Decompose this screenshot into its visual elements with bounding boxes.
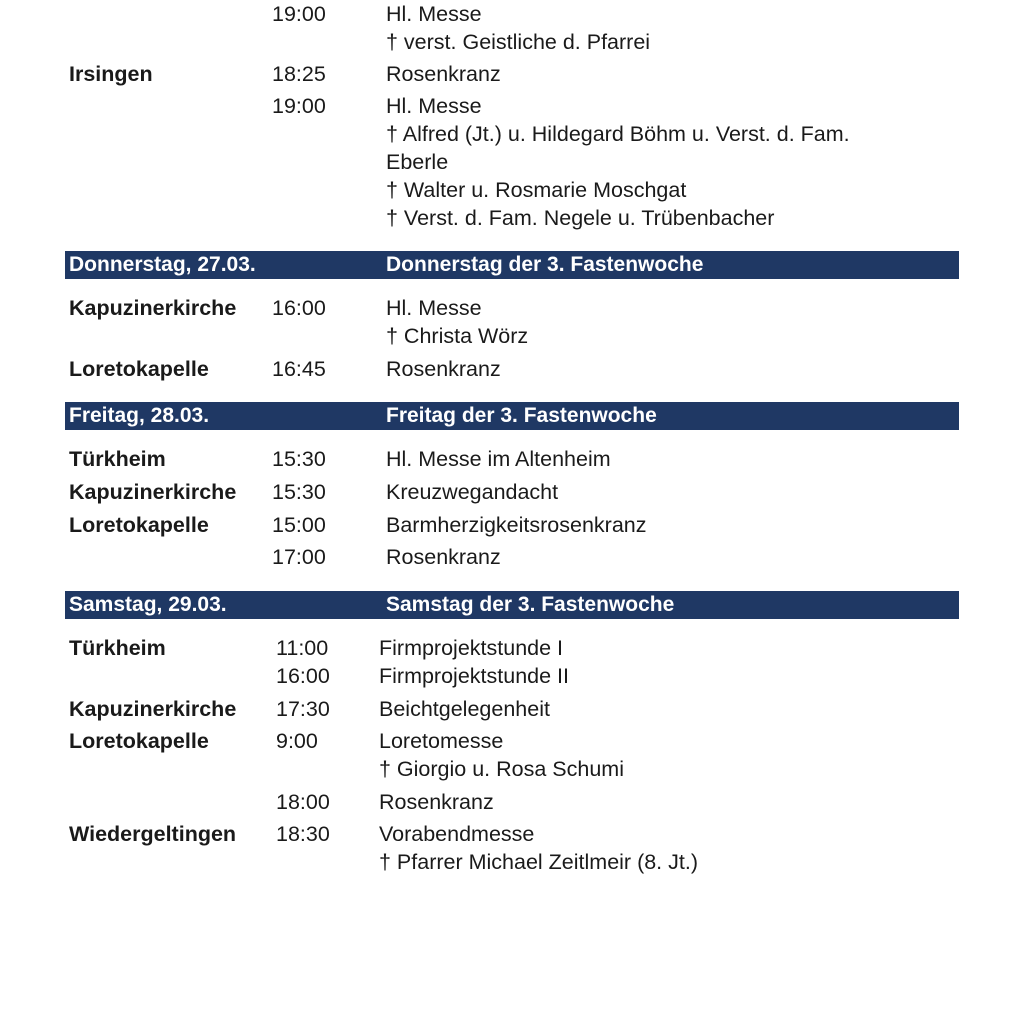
service: Hl. Messe [386,2,482,26]
time: 17:00 [272,545,326,569]
intention: † Pfarrer Michael Zeitlmeir (8. Jt.) [379,850,698,874]
time: 18:00 [276,790,330,814]
time: 16:00 [272,296,326,320]
day-header [65,402,959,430]
place: Türkheim [69,447,166,471]
service: Firmprojektstunde I [379,636,564,660]
intention: Eberle [386,150,449,174]
service: Barmherzigkeitsrosenkranz [386,513,647,537]
service: Kreuzwegandacht [386,480,559,504]
place: Kapuzinerkirche [69,296,237,320]
time: 18:30 [276,822,330,846]
place: Irsingen [69,62,153,86]
day-name: Donnerstag der 3. Fastenwoche [386,253,704,276]
intention: † Verst. d. Fam. Negele u. Trübenbacher [386,206,775,230]
service: Rosenkranz [386,545,501,569]
time: 15:00 [272,513,326,537]
service: Firmprojektstunde II [379,664,569,688]
day-name: Freitag der 3. Fastenwoche [386,404,657,427]
service: Rosenkranz [386,357,501,381]
intention: † Alfred (Jt.) u. Hildegard Böhm u. Verst. d. Fam. [386,122,850,146]
service: Rosenkranz [386,62,501,86]
service: Hl. Messe [386,296,482,320]
time: 16:45 [272,357,326,381]
place: Loretokapelle [69,513,209,537]
day-header [65,591,959,619]
service: Vorabendmesse [379,822,535,846]
day-date: Donnerstag, 27.03. [69,253,256,276]
day-header [65,251,959,279]
service: Hl. Messe [386,94,482,118]
day-date: Freitag, 28.03. [69,404,210,427]
place: Loretokapelle [69,357,209,381]
place: Kapuzinerkirche [69,697,237,721]
time: 15:30 [272,447,326,471]
time: 18:25 [272,62,326,86]
time: 15:30 [272,480,326,504]
intention: † verst. Geistliche d. Pfarrei [386,30,651,54]
place: Kapuzinerkirche [69,480,237,504]
time: 19:00 [272,94,326,118]
day-name: Samstag der 3. Fastenwoche [386,593,675,616]
time: 11:00 [276,636,329,660]
service: Beichtgelegenheit [379,697,550,721]
intention: † Christa Wörz [386,324,529,348]
intention: † Walter u. Rosmarie Moschgat [386,178,687,202]
service: Hl. Messe im Altenheim [386,447,611,471]
time: 19:00 [272,2,326,26]
place: Türkheim [69,636,166,660]
place: Wiedergeltingen [69,822,237,846]
day-date: Samstag, 29.03. [69,593,227,616]
intention: † Giorgio u. Rosa Schumi [379,757,624,781]
time: 9:00 [276,729,318,753]
service: Loretomesse [379,729,504,753]
place: Loretokapelle [69,729,209,753]
service: Rosenkranz [379,790,494,814]
time: 16:00 [276,664,330,688]
time: 17:30 [276,697,330,721]
